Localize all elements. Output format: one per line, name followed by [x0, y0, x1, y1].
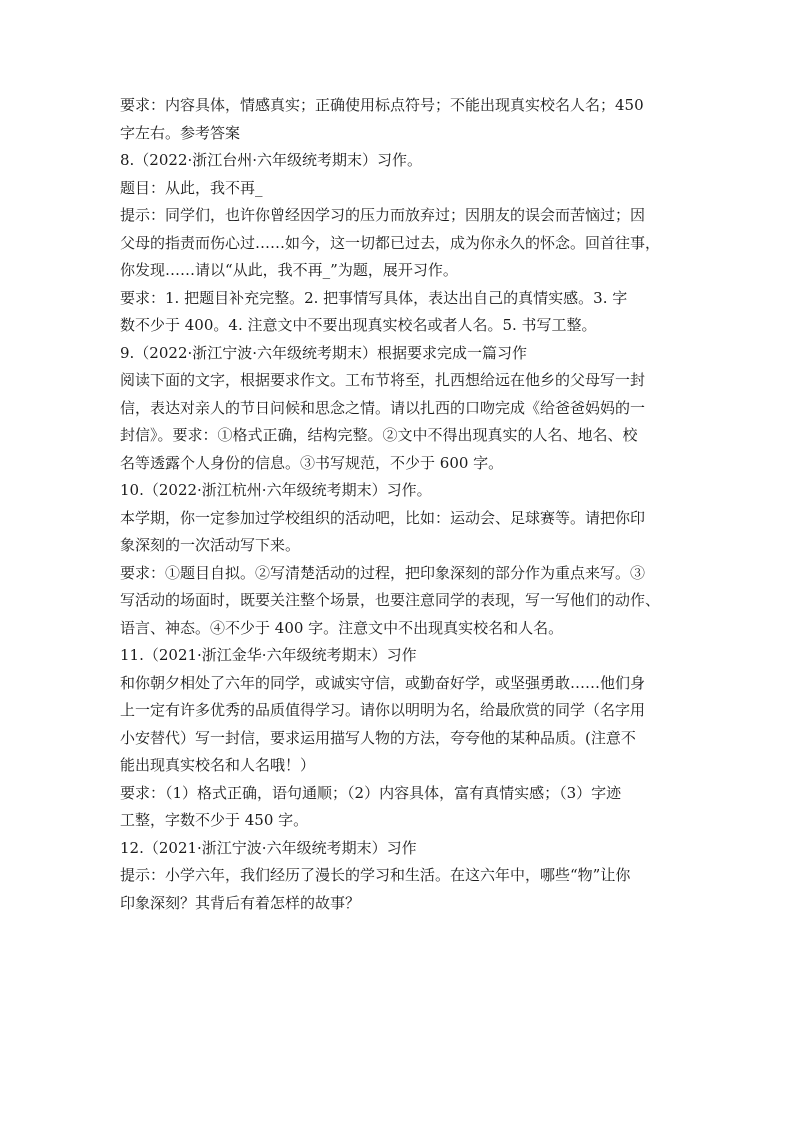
text-line: 阅读下面的文字，根据要求作文。工布节将至，扎西想给远在他乡的父母写一封: [120, 371, 646, 389]
text-line: 本学期，你一定参加过学校组织的活动吧，比如：运动会、足球赛等。请把你印: [120, 508, 646, 527]
question-heading: 9.（2022·浙江宁波·六年级统考期末）根据要求完成一篇习作: [120, 343, 528, 362]
text-line: 名等透露个人身份的信息。③书写规范，不少于 600 字。: [120, 453, 504, 472]
text-line: 要求：1. 把题目补充完整。2. 把事情写具体，表达出自己的真情实感。3. 字: [120, 288, 628, 307]
text-line: 父母的指责而伤心过……如今，这一切都已过去，成为你永久的怀念。回首往事，: [120, 233, 661, 252]
question-heading: 8.（2022·浙江台州·六年级统考期末）习作。: [120, 151, 423, 169]
document-page: [120, 92, 676, 917]
text-line: 工整，字数不少于 450 字。: [120, 811, 309, 829]
text-line: 语言、神态。④不少于 400 字。注意文中不出现真实校名和人名。: [120, 618, 564, 637]
text-line: 和你朝夕相处了六年的同学，或诚实守信，或勤奋好学，或坚强勇敢……他们身: [120, 673, 646, 692]
question-heading: 10.（2022·浙江杭州·六年级统考期末）习作。: [120, 481, 432, 499]
text-line: 要求：内容具体，情感真实；正确使用标点符号；不能出现真实校名人名；450: [120, 96, 644, 114]
text-line: 要求：（1）格式正确，语句通顺；（2）内容具体，富有真情实感；（3）字迹: [120, 783, 622, 802]
question-heading: 11.（2021·浙江金华·六年级统考期末）习作: [120, 646, 417, 664]
question-heading: 12.（2021·浙江宁波·六年级统考期末）习作: [120, 838, 417, 857]
text-line: 封信》。要求：①格式正确，结构完整。②文中不得出现真实的人名、地名、校: [120, 426, 638, 444]
text-line: 数不少于 400。4. 注意文中不要出现真实校名或者人名。5. 书写工整。: [120, 316, 597, 334]
text-line: 上一定有许多优秀的品质值得学习。请你以明明为名，给最欣赏的同学（名字用: [120, 701, 646, 719]
text-line: 你发现……请以“从此，我不再_”为题，展开习作。: [120, 261, 458, 279]
text-line: 写活动的场面时，既要关注整个场景，也要注意同学的表现，写一写他们的动作、: [120, 591, 661, 609]
text-line: 提示：小学六年，我们经历了漫长的学习和生活。在这六年中，哪些“物”让你: [120, 866, 631, 884]
text-line: 信，表达对亲人的节日问候和思念之情。请以扎西的口吻完成《给爸爸妈妈的一: [120, 398, 646, 417]
text-line: 印象深刻？其背后有着怎样的故事？: [120, 893, 361, 912]
text-line: 小安替代）写一封信，要求运用描写人物的方法，夸夸他的某种品质。(注意不: [120, 728, 636, 747]
text-line: 题目：从此，我不再_: [120, 178, 263, 197]
text-line: 象深刻的一次活动写下来。: [120, 536, 301, 554]
text-line: 能出现真实校名和人名哦！）: [120, 756, 316, 774]
text-line: 要求：①题目自拟。②写清楚活动的过程，把印象深刻的部分作为重点来写。③: [120, 563, 646, 582]
text-line: 提示：同学们，也许你曾经因学习的压力而放弃过；因朋友的误会而苦恼过；因: [120, 206, 646, 224]
text-line: 字左右。参考答案: [120, 123, 241, 142]
